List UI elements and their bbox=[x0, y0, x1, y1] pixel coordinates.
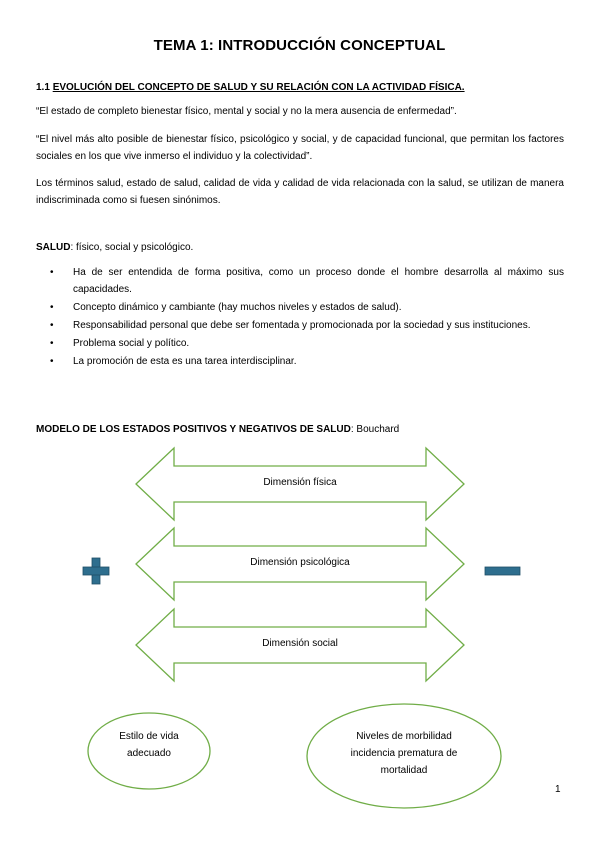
list-item-text: Concepto dinámico y cambiante (hay muchos niveles y estados de salud). bbox=[73, 302, 402, 313]
right-ellipse-text: Niveles de morbilidad incidencia prematura de mortalidad bbox=[350, 731, 458, 776]
salud-label: SALUD bbox=[36, 242, 71, 253]
list-item-text: Responsabilidad personal que debe ser fomentada y promocionada por la sociedad y sus instituciones. bbox=[73, 320, 531, 331]
bullet-icon: • bbox=[50, 302, 54, 313]
minus-icon bbox=[485, 567, 520, 575]
plus-icon bbox=[83, 558, 109, 584]
bullet-icon: • bbox=[50, 356, 54, 367]
terms-paragraph: Los términos salud, estado de salud, calidad de vida y calidad de vida relacionada con la salud, se utilizan de manera indiscriminada como si fuesen sinónimos. bbox=[36, 178, 564, 206]
model-label: MODELO DE LOS ESTADOS POSITIVOS Y NEGATIVOS DE SALUD bbox=[36, 424, 351, 435]
section-number: 1.1 bbox=[36, 82, 53, 93]
bullet-icon: • bbox=[50, 320, 54, 331]
salud-text: : físico, social y psicológico. bbox=[70, 242, 194, 253]
bullet-icon: • bbox=[50, 338, 54, 349]
arrow-label-social: Dimensión social bbox=[262, 638, 338, 649]
arrow-label-fisica: Dimensión física bbox=[263, 477, 337, 488]
page-title: TEMA 1: INTRODUCCIÓN CONCEPTUAL bbox=[153, 37, 446, 54]
bullet-icon: • bbox=[50, 267, 54, 278]
definition-paragraph-2: “El nivel más alto posible de bienestar físico, psicológico y social, y de capacidad funcional, que permitan los factores sociales en los que vive inmerso el individuo y la colectividad”. bbox=[36, 134, 564, 162]
definition-paragraph-1: “El estado de completo bienestar físico, mental y social y no la mera ausencia de enfermedad”. bbox=[36, 106, 457, 117]
list-item-text: Problema social y político. bbox=[73, 338, 190, 349]
list-item-text: La promoción de esta es una tarea interdisciplinar. bbox=[73, 356, 297, 367]
model-author: : Bouchard bbox=[350, 424, 400, 435]
page-number: 1 bbox=[555, 784, 561, 795]
left-ellipse-text: Estilo de vida adecuado bbox=[119, 731, 179, 759]
list-item-text: Ha de ser entendida de forma positiva, como un proceso donde el hombre desarrolla al máximo sus capacidades. bbox=[73, 267, 564, 295]
arrow-label-psicologica: Dimensión psicológica bbox=[250, 557, 350, 568]
section-title: EVOLUCIÓN DEL CONCEPTO DE SALUD Y SU RELACIÓN CON LA ACTIVIDAD FÍSICA. bbox=[52, 82, 465, 93]
